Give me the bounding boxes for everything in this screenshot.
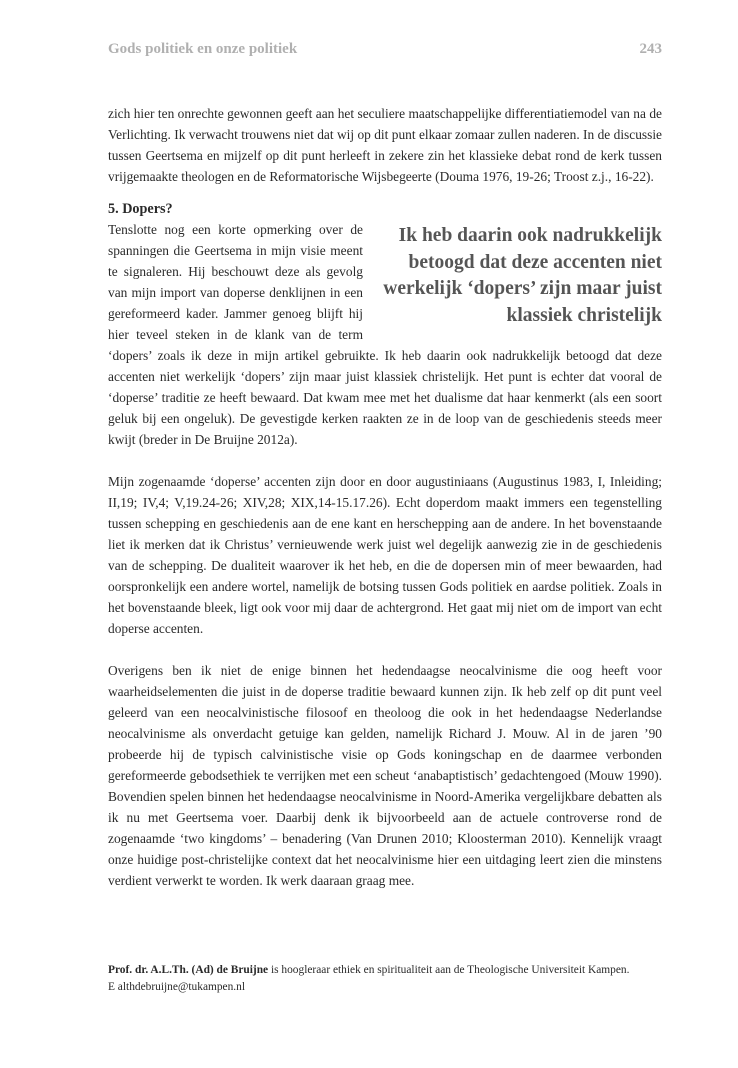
paragraph-1: zich hier ten onrechte gewonnen geeft aan het seculiere maatschappelijke differentiatiemodel van na de Verlichting. Ik verwacht trouwens niet dat wij op dit punt elkaar zomaar zullen naderen. In de discussie tussen Geertsema en mijzelf op dit punt herleeft in zekere zin het klassieke debat rond de kerk tussen vrijgemaakte theologen en de Reformatorische Wijsbegeerte (Douma 1976, 19-26; Troost z.j., 16-22). (108, 106, 662, 184)
section-heading: 5. Dopers? (108, 201, 173, 217)
paragraph-spacer (108, 639, 662, 660)
paragraph-2-wrap (108, 219, 662, 450)
running-head (108, 41, 662, 58)
paragraph-2: Tenslotte nog een korte opmerking over de spanningen die Geertsema in mijn visie meent te signaleren. Hij beschouwt deze als gevolg van mijn import van doperse denklijnen in een gereformeerd kader. Jammer genoeg blijft hij hier teveel steken in de klank van de term ‘dopers’ zoals ik deze in mijn artikel gebruikte. Ik heb daarin ook nadrukkelijk betoogd dat deze accenten niet werkelijk ‘dopers’ zijn maar juist klassiek christelijk. Het punt is echter dat vooral de ‘doperse’ traditie ze heeft bewaard. Dat kwam mee met het dualisme dat haar kenmerkt (als een soort geluk bij een ongeluk). De gevestigde kerken raakten ze in de loop van de geschiedenis steeds meer kwijt (breder in De Bruijne 2012a). (108, 222, 662, 447)
author-email[interactable]: E althdebruijne@tukampen.nl (108, 981, 246, 993)
paragraph-3: Mijn zogenaamde ‘doperse’ accenten zijn door en door augustiniaans (Augustinus 1983, I, Inleiding; II,19; IV,4; V,19.24-26; XIV,28; XIX,14-15.17.26). Echt doperdom maakt immers een tegenstelling tussen schepping en geschiedenis aan de ene kant en herschepping aan de andere. In het bovenstaande liet ik merken dat ik Christus’ vernieuwende werk juist wel degelijk aanwezig zie in de geschiedenis van de schepping. De dualiteit waarover ik het heb, en die de dopersen min of meer bewaarden, had oorspronkelijk een andere wortel, namelijk de botsing tussen Gods politiek en aardse politiek. Zoals in het bovenstaande bleek, ligt ook voor mij daar de achtergrond. Het gaat mij niet om de import van echt doperse accenten. (108, 474, 662, 636)
article-body (108, 103, 662, 891)
paragraph-spacer (108, 450, 662, 471)
paragraph-4: Overigens ben ik niet de enige binnen het hedendaagse neocalvinisme die oog heeft voor waarheidselementen die juist in de doperse traditie bewaard kunnen zijn. Ik heb zelf op dit punt veel geleerd van een neocalvinistische filosoof en theoloog die ook in het hedendaagse Nederlandse neocalvinisme als onverdacht getuige kan gelden, namelijk Richard J. Mouw. Al in de jaren ’90 probeerde hij de typisch calvinistische visie op Gods koningschap en de daarmee verbonden gereformeerde gebodsethiek te verrijken met een scheut ‘anabaptistisch’ gedachtengoed (Mouw 1990). Bovendien spelen binnen het hedendaagse neocalvinisme in Noord-Amerika vergelijkbare debatten als ik nu met Geertsema voer. Daarbij denk ik bijvoorbeeld aan de actuele controverse rond de zogenaamde ‘two kingdoms’ – benadering (Van Drunen 2010; Kloosterman 2010). Kennelijk vraagt onze huidige post-christelijke context dat het neocalvinisme hier een uitdaging leert zien die minstens verdient verwerkt te worden. Ik werk daaraan graag mee. (108, 663, 662, 888)
author-description: is hoogleraar ethiek en spiritualiteit aan de Theologische Universiteit Kampen. (268, 964, 630, 976)
running-title: Gods politiek en onze politiek (108, 41, 298, 57)
page-number: 243 (639, 41, 662, 57)
author-note (108, 962, 668, 996)
pull-quote: Ik heb daarin ook nadrukkelijk betoogd dat deze accenten niet werkelijk ‘dopers’ zijn maar juist klassiek christelijk (383, 225, 662, 326)
author-name: Prof. dr. A.L.Th. (Ad) de Bruijne (108, 964, 269, 976)
